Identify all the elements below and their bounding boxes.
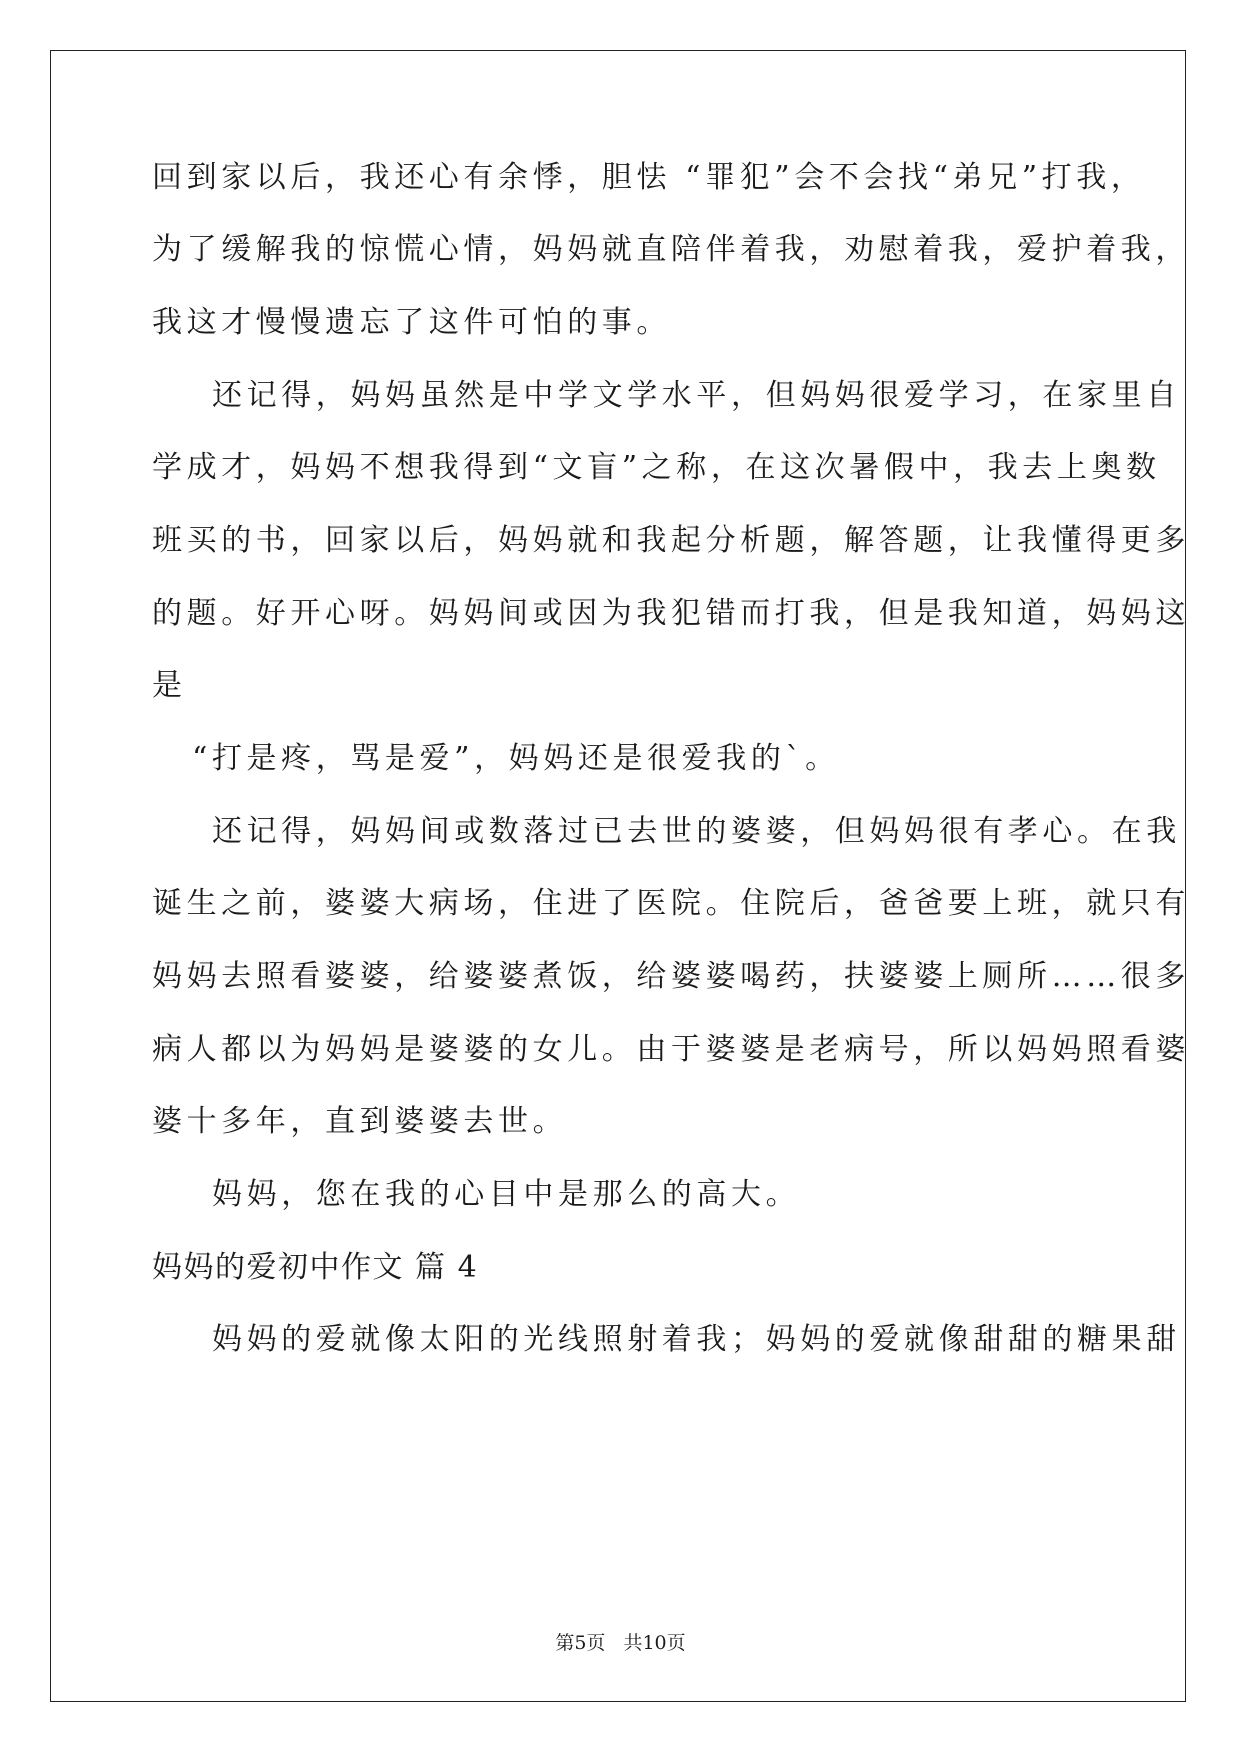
text-line: 还记得，妈妈虽然是中学文学水平，但妈妈很爱学习，在家里自 xyxy=(212,378,1181,413)
text-line: 病人都以为妈妈是婆婆的女儿。由于婆婆是老病号，所以妈妈照看婆 xyxy=(152,1032,1190,1067)
text-line: 是 xyxy=(152,668,187,703)
page-footer xyxy=(0,1628,1241,1655)
text-line: “打是疼，骂是爱”，妈妈还是很爱我的`。 xyxy=(192,741,840,776)
text-line: 婆十多年，直到婆婆去世。 xyxy=(152,1104,568,1139)
page-number: 第5页 xyxy=(555,1632,606,1654)
text-line: 妈妈的爱就像太阳的光线照射着我；妈妈的爱就像甜甜的糖果甜 xyxy=(212,1322,1181,1357)
text-line: 的题。好开心呀。妈妈间或因为我犯错而打我，但是我知道，妈妈这 xyxy=(152,596,1190,631)
text-line: 妈妈，您在我的心目中是那么的高大。 xyxy=(212,1177,801,1212)
text-line: 回到家以后，我还心有余悸，胆怯 “罪犯”会不会找“弟兄”打我， xyxy=(152,160,1146,195)
text-line: 为了缓解我的惊慌心情，妈妈就直陪伴着我，劝慰着我，爱护着我， xyxy=(152,232,1190,267)
page-border xyxy=(50,50,1186,1702)
text-line: 班买的书，回家以后，妈妈就和我起分析题，解答题，让我懂得更多 xyxy=(152,523,1190,558)
section-heading: 妈妈的爱初中作文 篇 4 xyxy=(152,1250,479,1285)
text-line: 妈妈去照看婆婆，给婆婆煮饭，给婆婆喝药，扶婆婆上厕所……很多 xyxy=(152,959,1190,994)
text-line: 学成才，妈妈不想我得到“文盲”之称，在这次暑假中，我去上奥数 xyxy=(152,450,1161,485)
text-line: 我这才慢慢遗忘了这件可怕的事。 xyxy=(152,305,671,340)
text-line: 还记得，妈妈间或数落过已去世的婆婆，但妈妈很有孝心。在我 xyxy=(212,814,1181,849)
page-total: 共10页 xyxy=(623,1632,686,1654)
text-line: 诞生之前，婆婆大病场，住进了医院。住院后，爸爸要上班，就只有 xyxy=(152,886,1190,921)
